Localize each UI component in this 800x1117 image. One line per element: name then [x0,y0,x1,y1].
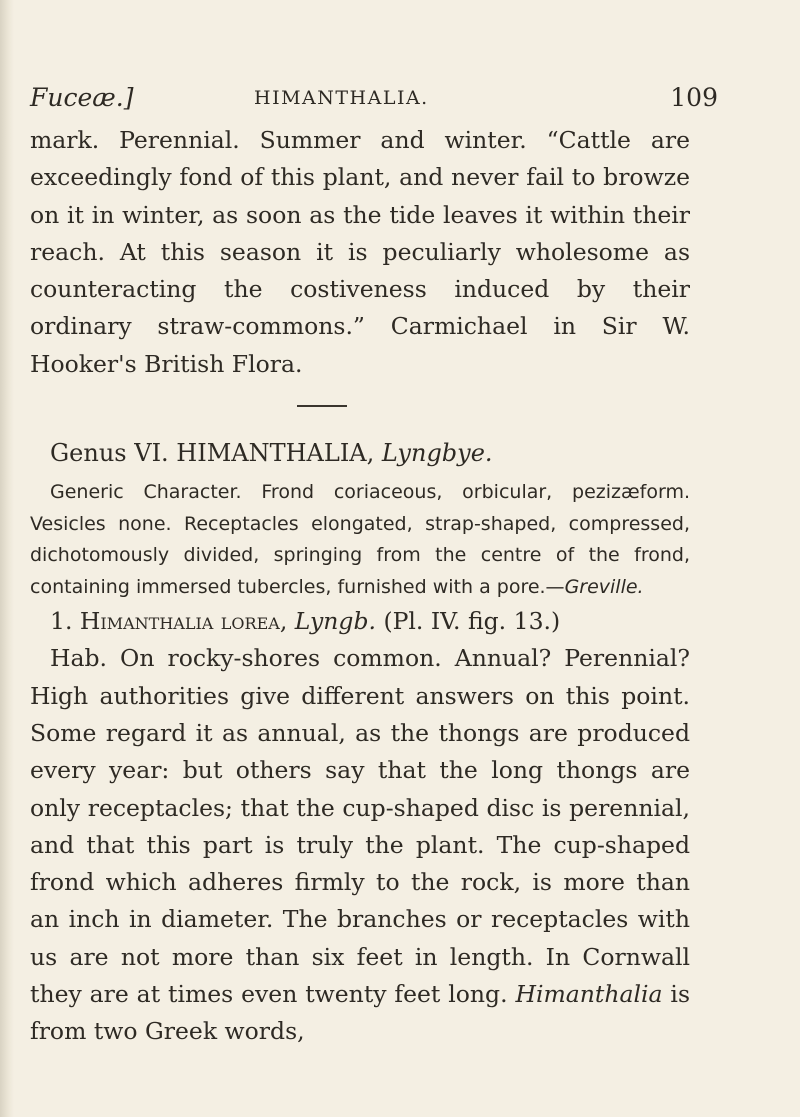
genus-author: Lyngbye. [381,439,493,468]
species-plate-ref: (Pl. IV. fig. 13.) [375,607,561,636]
habitat-paragraph [30,640,690,1050]
running-head [30,74,790,122]
generic-character-text: Generic Character. Frond coriaceous, orbicular, pezizæform. Vesicles none. Receptacles elongated, strap-shaped, compressed, dichotomously divided, springing from the centre of the frond, containing immersed tubercles, furnished with a pore.— [30,481,690,598]
section-rule [297,405,347,407]
habitat-text: Hab. On rocky-shores common. Annual? Perennial? High authorities give different answers on this point. Some regard it as annual, as the thongs are produced every year: but others say that the long thongs are only receptacles; that the cup-shaped disc is perennial, and that this part is truly the plant. The cup-shaped frond which adheres firmly to the rock, is more than an inch in diameter. The branches or receptacles with us are not more than six feet in length. In Cornwall they are at times even twenty feet long. [30,644,690,1009]
species-number: 1. [50,607,80,636]
species-author: Lyngb. [294,607,376,636]
page-number: 109 [670,83,718,112]
book-page [30,74,790,1051]
running-head-title: HIMANTHALIA. [254,87,429,109]
generic-character [30,477,690,603]
genus-heading [50,435,790,471]
species-name: Himanthalia lorea [79,607,280,636]
generic-character-author: Greville. [564,575,644,598]
page-binding-shadow [0,0,14,1117]
running-head-section: Fuceæ.] [30,83,134,112]
genus-heading-text: Genus VI. HIMANTHALIA, [50,439,382,468]
habitat-tail: is from two Greek words, [30,980,691,1046]
habitat-genus-word: Himanthalia [515,980,663,1009]
species-heading [30,603,690,640]
species-sep: , [279,607,295,636]
paragraph-continuation: mark. Perennial. Summer and winter. “Cattle are exceedingly fond of this plant, and never fail to browze on it in winter, as soon as the tide leaves it within their reach. At this season it is peculiarly wholesome as counteracting the costiveness induced by their ordinary straw-commons.” Carmichael in Sir W. Hooker's British Flora. [30,126,690,378]
